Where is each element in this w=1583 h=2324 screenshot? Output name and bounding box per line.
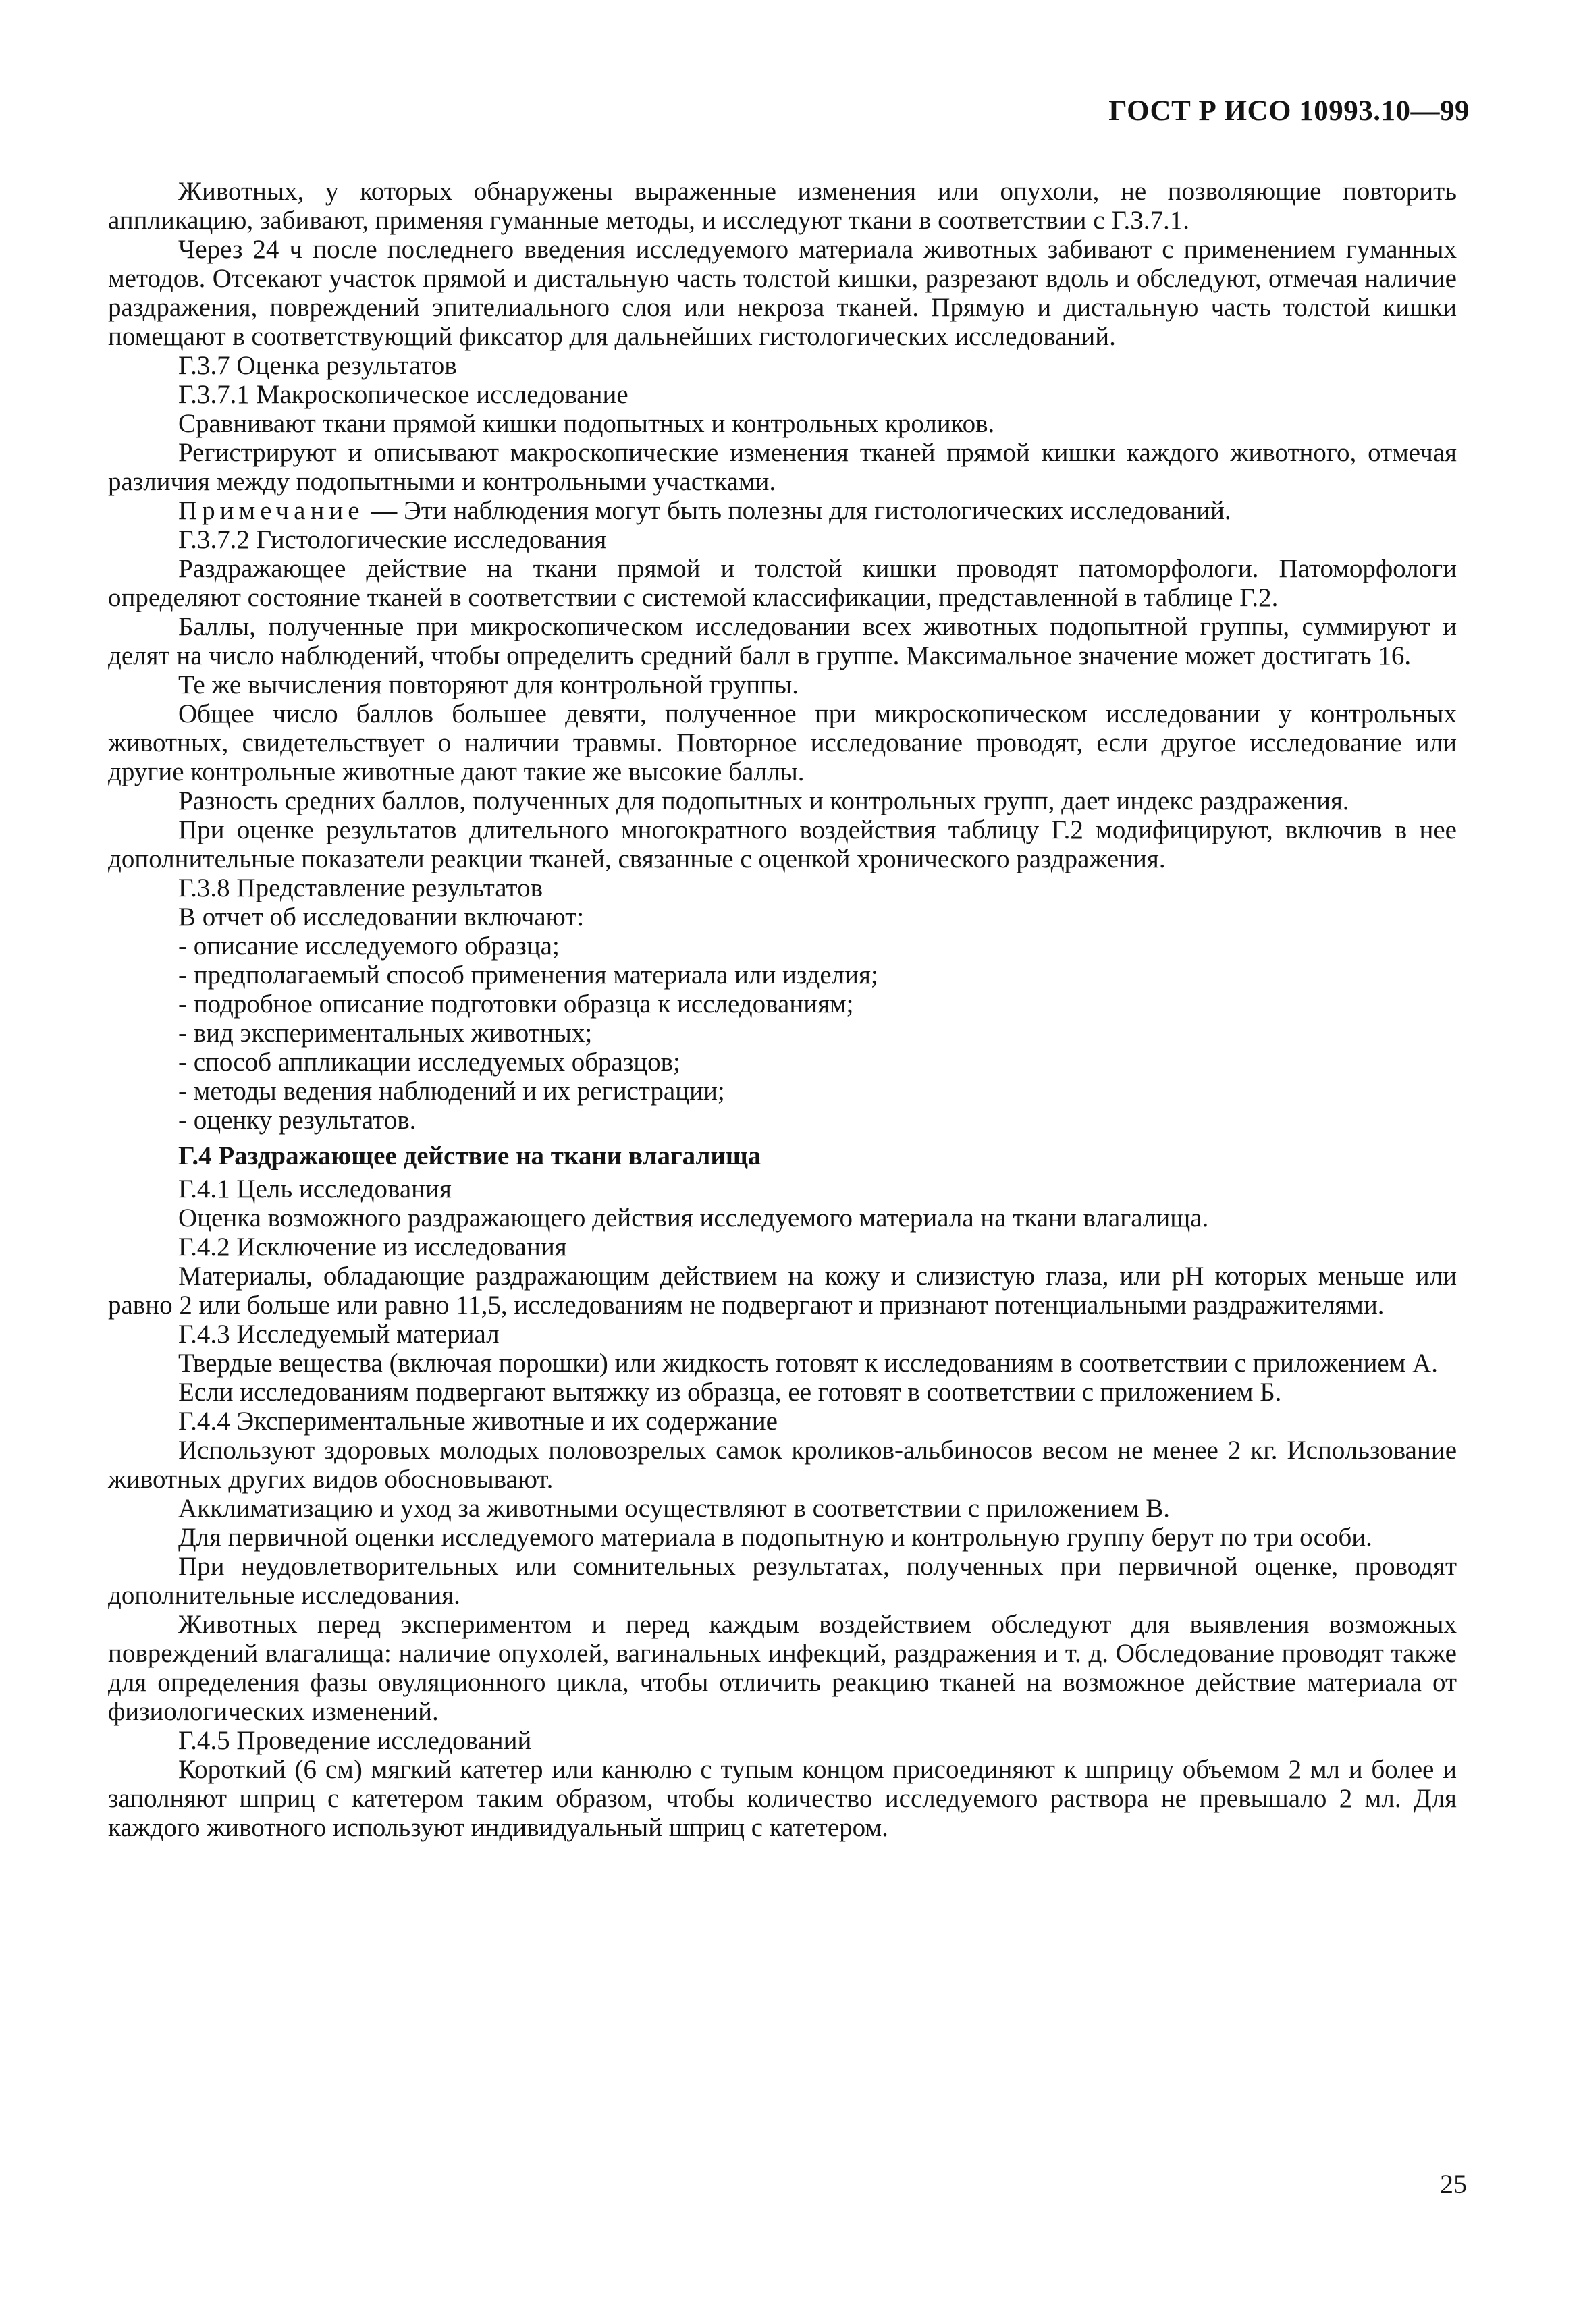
note-text: — Эти наблюдения могут быть полезны для гистологических исследований.	[364, 496, 1231, 525]
paragraph: Сравнивают ткани прямой кишки подопытных и контрольных кроликов.	[178, 409, 995, 438]
document-header: ГОСТ Р ИСО 10993.10—99	[1108, 95, 1470, 127]
note-label: Примечание	[178, 496, 365, 525]
subsection-heading: Г.4.2 Исключение из исследования	[178, 1233, 567, 1262]
paragraph: Оценка возможного раздражающего действия исследуемого материала на ткани влагалища.	[178, 1204, 1209, 1233]
list-item: - оценку результатов.	[178, 1106, 417, 1135]
paragraph: Баллы, полученные при микроскопическом исследовании всех животных подопытной группы, суммируют и делят на число наблюдений, чтобы определить средний балл в группе. Максимальное значение может достигать 16.	[108, 612, 1457, 670]
list-item: - методы ведения наблюдений и их регистрации;	[178, 1077, 725, 1106]
paragraph: Животных, у которых обнаружены выраженные изменения или опухоли, не позволяющие повторить аппликацию, забивают, применяя гуманные методы, и исследуют ткани в соответствии с Г.3.7.1.	[108, 177, 1457, 235]
document-body	[108, 177, 1457, 1842]
subsection-heading: Г.4.1 Цель исследования	[178, 1174, 452, 1204]
list-item: - предполагаемый способ применения материала или изделия;	[178, 961, 878, 990]
paragraph: Общее число баллов большее девяти, полученное при микроскопическом исследовании у контрольных животных, свидетельствует о наличии травмы. Повторное исследование проводят, если другое исследование или другие контрольные животные дают такие же высокие баллы.	[108, 699, 1457, 786]
list-item: - вид экспериментальных животных;	[178, 1019, 593, 1048]
paragraph: Животных перед экспериментом и перед каждым воздействием обследуют для выявления возможных повреждений влагалища: наличие опухолей, вагинальных инфекций, раздражения и т. д. Обследование проводят также для определения фазы овуляционного цикла, чтобы отличить реакцию тканей на возможное действие материала от физиологических изменений.	[108, 1610, 1457, 1726]
subsection-heading: Г.4.3 Исследуемый материал	[178, 1320, 500, 1349]
list-item: - описание исследуемого образца;	[178, 931, 560, 961]
paragraph: Раздражающее действие на ткани прямой и толстой кишки проводят патоморфологи. Патоморфологи определяют состояние тканей в соответствии с системой классификации, представленной в таблице Г.2.	[108, 554, 1457, 612]
page-number: 25	[1440, 2169, 1467, 2199]
paragraph: Для первичной оценки исследуемого материала в подопытную и контрольную группу берут по три особи.	[178, 1523, 1372, 1552]
paragraph: Используют здоровых молодых половозрелых самок кроликов-альбиносов весом не менее 2 кг. Использование животных других видов обосновывают.	[108, 1436, 1457, 1494]
paragraph: Твердые вещества (включая порошки) или жидкость готовят к исследованиям в соответствии с приложением А.	[178, 1349, 1439, 1378]
subsection-heading: Г.3.7 Оценка результатов	[178, 351, 457, 380]
paragraph: Акклиматизацию и уход за животными осуществляют в соответствии с приложением В.	[178, 1494, 1171, 1523]
paragraph: Те же вычисления повторяют для контрольной группы.	[178, 670, 799, 699]
subsection-heading: Г.3.8 Представление результатов	[178, 873, 543, 902]
paragraph: Через 24 ч после последнего введения исследуемого материала животных забивают с применением гуманных методов. Отсекают участок прямой и дистальную часть толстой кишки, разрезают вдоль и обследуют, отмечая наличие раздражения, повреждений эпителиального слоя или некроза тканей. Прямую и дистальную часть толстой кишки помещают в соответствующий фиксатор для дальнейших гистологических исследований.	[108, 235, 1457, 351]
subsection-heading: Г.3.7.1 Макроскопическое исследование	[178, 380, 628, 409]
subsection-heading: Г.4.5 Проведение исследований	[178, 1726, 532, 1755]
paragraph: Если исследованиям подвергают вытяжку из образца, ее готовят в соответствии с приложением Б.	[178, 1378, 1282, 1407]
list-item: - подробное описание подготовки образца к исследованиям;	[178, 990, 854, 1019]
subsection-heading: Г.4.4 Экспериментальные животные и их содержание	[178, 1407, 778, 1436]
paragraph: Материалы, обладающие раздражающим действием на кожу и слизистую глаза, или pH которых меньше или равно 2 или больше или равно 11,5, исследованиям не подвергают и признают потенциальными раздражителями.	[108, 1262, 1457, 1320]
paragraph: При неудовлетворительных или сомнительных результатах, полученных при первичной оценке, проводят дополнительные исследования.	[108, 1552, 1457, 1610]
paragraph: Короткий (6 см) мягкий катетер или канюлю с тупым концом присоединяют к шприцу объемом 2 мл и более и заполняют шприц с катетером таким образом, чтобы количество исследуемого раствора не превышало 2 мл. Для каждого животного используют индивидуальный шприц с катетером.	[108, 1755, 1457, 1842]
paragraph: Регистрируют и описывают макроскопические изменения тканей прямой кишки каждого животного, отмечая различия между подопытными и контрольными участками.	[108, 438, 1457, 496]
paragraph: Разность средних баллов, полученных для подопытных и контрольных групп, дает индекс раздражения.	[178, 786, 1349, 815]
paragraph: При оценке результатов длительного многократного воздействия таблицу Г.2 модифицируют, включив в нее дополнительные показатели реакции тканей, связанные с оценкой хронического раздражения.	[108, 815, 1457, 873]
paragraph: В отчет об исследовании включают:	[178, 902, 585, 931]
subsection-heading: Г.3.7.2 Гистологические исследования	[178, 525, 607, 554]
section-heading: Г.4 Раздражающее действие на ткани влагалища	[178, 1141, 761, 1170]
report-items-list	[108, 931, 1457, 1135]
list-item: - способ аппликации исследуемых образцов;	[178, 1048, 680, 1077]
note	[108, 496, 1457, 525]
